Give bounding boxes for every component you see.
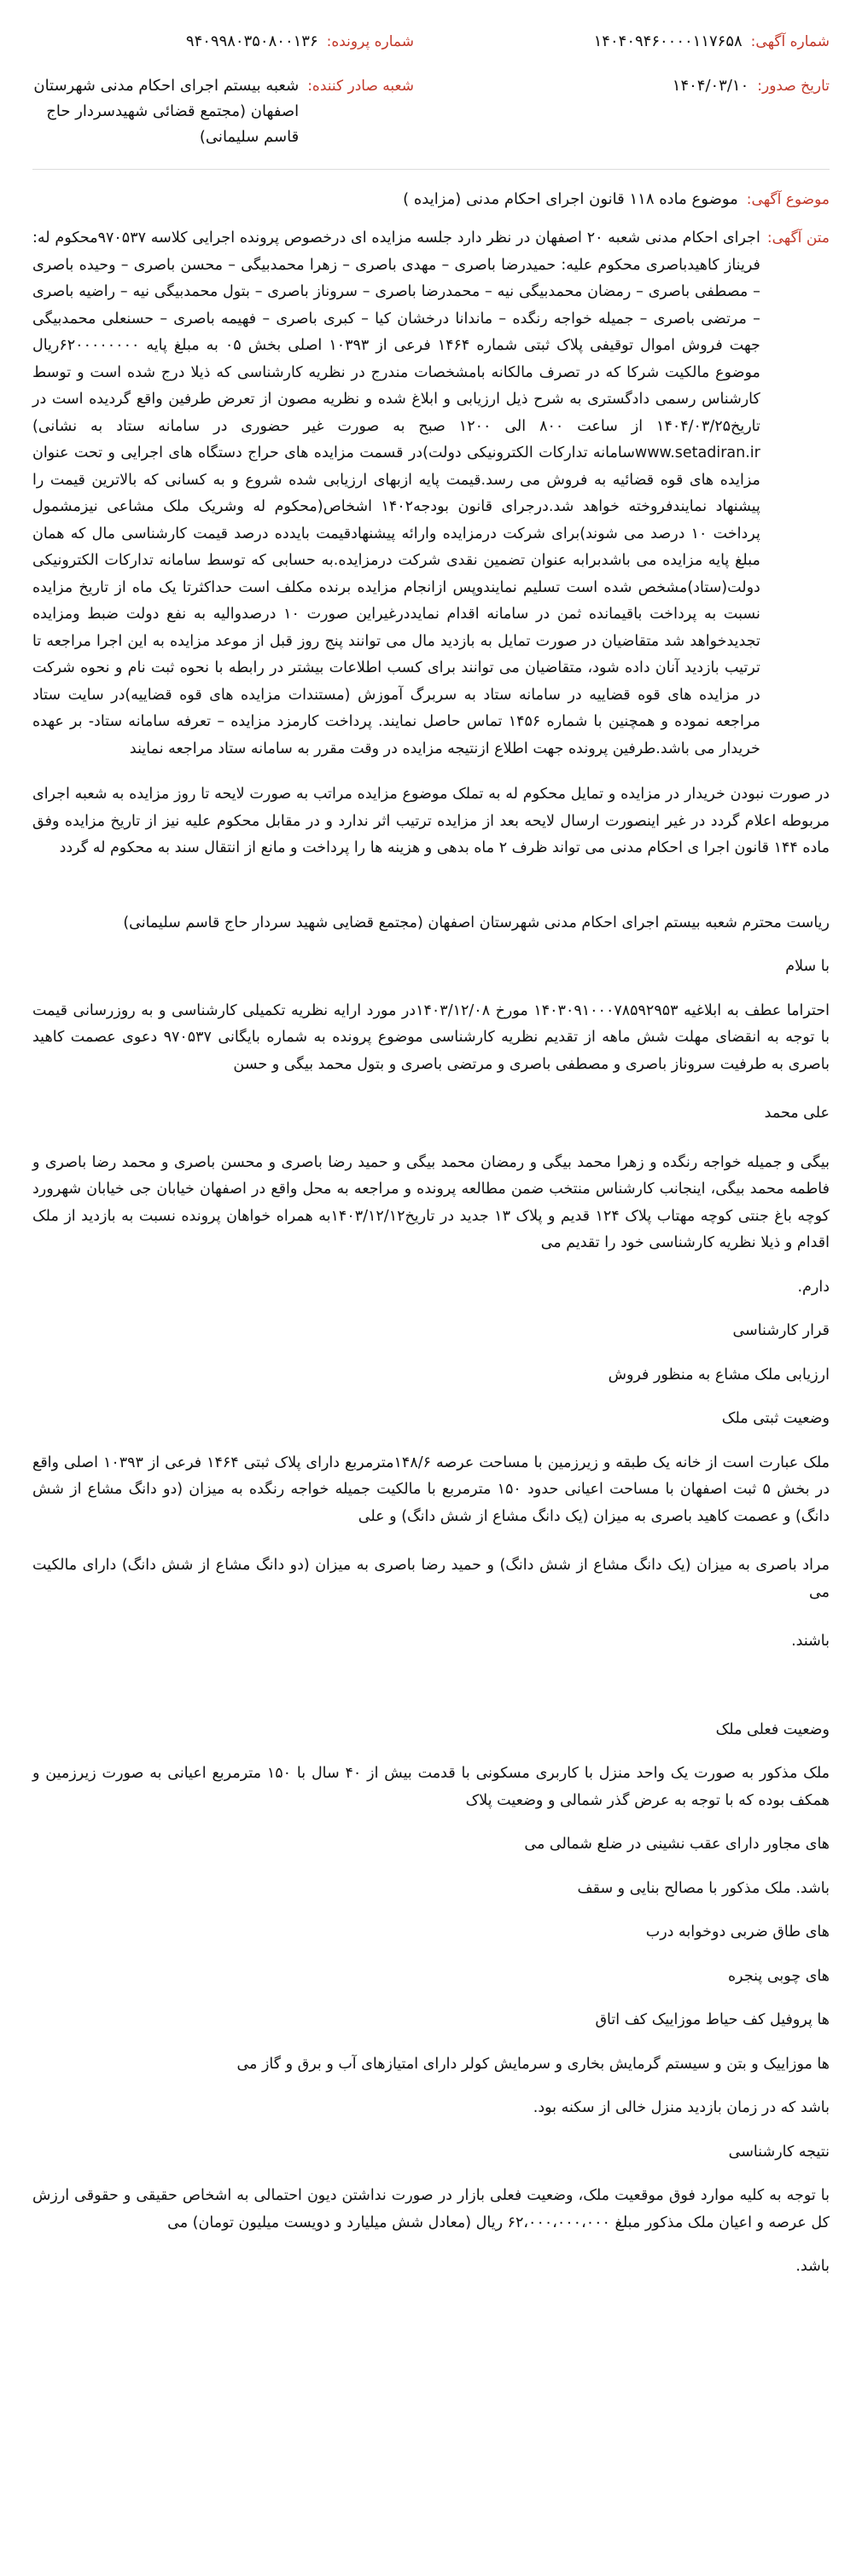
auction-paragraph: اجرای احکام مدنی شعبه ۲۰ اصفهان در نظر دارد جلسه مزایده ای درخصوص پرونده اجرایی کلاسه ۹۷۰۵۳۷محکوم له: فریناز کاهیدباصری محکوم علیه: حمیدرضا باصری – مهدی باصری – زهرا محمدبیگی – محسن باصری – وحیده باصری – مصطفی باصری – رمضان محمدبیگی نیه – محمدرضا باصری – سروناز باصری – بتول محمدبیگی نیه – راضیه باصری – مرتضی باصری – جمیله خواجه رنگده – ماندانا درخشان کیا – کبری باصری – فهیمه باصری – حسنعلی محمدبیگی جهت فروش اموال توقیفی پلاک ثبتی شماره ۱۴۶۴ فرعی از ۱۰۳۹۳ اصلی بخش ۰۵ به مبلغ پایه ۶۲۰۰۰۰۰۰۰۰ریال موضوع مالکیت شرکا که در تصرف مالکانه بامشخصات مندرج در نظریه کارشناسی که ذیلا درج شده است و توسط کارشناس رسمی دادگستری به شرح ذیل ارزیابی و ابلاغ شده و نظریه مصون از تعرض طرفین واقع گردیده است در تاریخ۱۴۰۴/۰۳/۲۵ از ساعت ۸۰۰ الی ۱۲۰۰ صبح به صورت غیر حضوری در سامانه ستاد به نشانی) www.setadiran.irسامانه تدارکات الکترونیکی دولت)در قسمت مزایده های حراج دستگاه های اجرایی و تحت عنوان مزایده های قوه قضائیه به فروش می رسد.قیمت پایه ازبهای ارزیابی شده شروع و به کسانی که بالاترین قیمت را پیشنهاد نمایندفروخته خواهد شد.درجرای قانون بودجه۱۴۰۲ اشخاص(محکوم له وشریک ملک مشاعی نیزمشمول پرداخت ۱۰ درصد می شوند)برای شرکت درمزایده وارائه پیشنهادقیمت بایدده درصد قیمت کارشناسی مال که همان مبلغ پایه مزایده می باشدبرابه عنوان تضمین نقدی شرکت درمزایده.به حسابی که توسط سامانه تدارکات الکترونیکی دولت(ستاد)مشخص شده است تسلیم نمایندوپس ازانجام مزایده برنده مکلف است حداکثرتا یک ماه از تاریخ مزایده نسبت به پرداخت باقیمانده ثمن در سامانه اقدام نمایددرغیراین صورت ۱۰ درصدوالیه به نفع دولت ضبط ومزایده تجدیدخواهد شد متقاضیان در صورت تمایل به بازدید مال می توانند پنج روز قبل از موعد مزایده به این اجرا مراجعه تا ترتیب بازدید آنان داده شود، متقاضیان می توانند برای کسب اطلاعات بیشتر در رابطه با نحوه ثبت نام و نحوه شرکت در مزایده های قوه قضاییه در سامانه ستاد به سربرگ آموزش (مستندات مزایده های قوه قضاییه)در سایت ستاد مراجعه نموده و همچنین با شماره ۱۴۵۶ تماس حاصل نمایند. پرداخت کارمزد مزایده – تعرفه سامانه ستاد- بر عهده خریدار می باشد.طرفین پرونده جهت اطلاع ازنتیجه مزایده در وقت مقرر به سامانه ستاد مراجعه نمایند — [32, 229, 760, 757]
ad-body — [32, 225, 830, 763]
letter-greeting: با سلام — [785, 958, 830, 975]
assessment-line: ارزیابی ملک مشاع به منظور فروش — [608, 1366, 830, 1384]
header-divider — [32, 169, 830, 170]
current-status-text: ملک مذکور به صورت یک واحد منزل با کاربری مسکونی با قدمت بیش از ۴۰ سال با ۱۵۰ مترمربع اعیانی به صورت زیرزمین و همکف بوده که با توجه به عرض گذر شمالی و وضعیت پلاک — [32, 1765, 830, 1809]
letter-parties: بیگی و جمیله خواجه رنگده و زهرا محمد بیگی و رمضان محمد بیگی و حمید رضا باصری و محسن باصری و محمد رضا باصری و فاطمه محمد بیگی، اینجانب کارشناس منتخب ضمن مطالعه پرونده و مراجعه به محل واقع در اصفهان خیابان جی خیابان شهرورد کوچه باغ جنتی کوچه مهتاب پلاک ۱۲۴ قدیم و پلاک ۱۳ جدید در تاریخ۱۴۰۳/۱۲/۱۲به همراه خواهان پرونده نسبت به بازدید از ملک اقدام و ذیلا نظریه کارشناسی خود را تقدیم می — [32, 1153, 830, 1251]
result-title: نتیجه کارشناسی — [728, 2143, 830, 2161]
letter-parties-cont: دارم. — [797, 1278, 830, 1296]
ad-header — [32, 29, 830, 150]
issue-date: ۱۴۰۴/۰۳/۱۰ — [672, 77, 749, 95]
report-title: قرار کارشناسی — [732, 1322, 830, 1339]
current-status-line-6: ها پروفیل کف حیاط موزاییک کف اتاق — [595, 2011, 830, 2028]
auction-paragraph-2: در صورت نبودن خریدار در مزایده و تمایل محکوم له به تملک موضوع مزایده مراتب به صورت لایحه تا روز مزایده به شعبه اجرای مربوطه اعلام گردد در غیر اینصورت ارسال لایحه بعد از مزایده ترتیب اثر ندارد و در مقابل محکوم علیه نیز از تاریخ مزایده وفق ماده ۱۴۴ قانون اجرا ی احکام مدنی می تواند ظرف ۲ ماه بدهی و هزینه ها را پرداخت و مانع از انتقال سند به محکوم له گردد — [32, 786, 830, 856]
result-end: باشد. — [795, 2258, 830, 2275]
body-label: متن آگهی: — [766, 229, 830, 247]
case-number-label: شماره پرونده: — [326, 33, 414, 50]
ad-number-label: شماره آگهی: — [750, 33, 830, 50]
current-status-line-5: های چوبی پنجره — [728, 1967, 830, 1985]
case-number: ۹۴۰۹۹۸۰۳۵۰۸۰۰۱۳۶ — [185, 32, 318, 50]
registry-text-3: باشند. — [791, 1633, 830, 1650]
current-status-line-4: های طاق ضربی دوخوابه درب — [645, 1923, 830, 1941]
current-status-line-3: باشد. ملک مذکور با مصالح بنایی و سقف — [577, 1879, 830, 1897]
current-status-line-7: ها موزاییک و بتن و سیستم گرمایش بخاری و سرمایش کولر دارای امتیازهای آب و برق و گاز می — [236, 2055, 830, 2073]
current-status-line-8: باشد که در زمان بازدید منزل خالی از سکنه بود. — [533, 2099, 830, 2116]
current-status-line-2: های مجاور دارای عقب نشینی در ضلع شمالی می — [524, 1836, 830, 1853]
letter-addressee: ریاست محترم شعبه بیستم اجرای احکام مدنی شهرستان اصفهان (مجتمع قضایی شهید سردار حاج قاسم سلیمانی) — [123, 914, 830, 931]
registry-title: وضعیت ثبتی ملک — [721, 1410, 830, 1427]
letter-intro: احتراما عطف به ابلاغیه ۱۴۰۳۰۹۱۰۰۰۷۸۵۹۲۹۵۳ مورخ ۱۴۰۳/۱۲/۰۸در مورد ارایه نظریه تکمیلی کارشناسی و به روزرسانی قیمت با توجه به انقضای مهلت شش ماهه از تقدیم نظریه کارشناسی موضوع پرونده به شماره بایگانی ۹۷۰۵۳۷ دعوی عصمت کاهید باصری به طرفیت سروناز باصری و مصطفی باصری و مرتضی باصری و بتول محمد بیگی و حسن — [32, 1001, 830, 1073]
letter-intro-cont: علی محمد — [764, 1105, 830, 1122]
issuing-branch-label: شعبه صادر کننده: — [307, 78, 414, 95]
ad-number: ۱۴۰۴۰۹۴۶۰۰۰۰۱۱۷۶۵۸ — [593, 32, 743, 50]
registry-text: ملک عبارت است از خانه یک طبقه و زیرزمین با مساحت عرصه ۱۴۸/۶مترمربع دارای پلاک ثبتی ۱۴۶۴ فرعی از ۱۰۳۹۳ اصلی واقع در بخش ۵ ثبت اصفهان با مساحت اعیانی حدود ۱۵۰ مترمربع با مالکیت جمیله خواجه رنگده به میزان (دو دانگ مشاع از شش دانگ) و عصمت کاهید باصری به میزان (یک دانگ مشاع از شش دانگ) و علی — [32, 1453, 830, 1525]
topic-row — [32, 190, 830, 208]
issue-date-row — [448, 73, 830, 150]
body-content — [32, 225, 760, 763]
topic-label: موضوع آگهی: — [746, 191, 830, 208]
topic-value: موضوع ماده ۱۱۸ قانون اجرای احکام مدنی (مزایده ) — [403, 190, 738, 208]
result-text: با توجه به کلیه موارد فوق موقعیت ملک، وضعیت فعلی بازار در صورت نداشتن دیون احتمالی به اشخاص حقیقی و حقوقی ارزش کل عرصه و اعیان ملک مذکور مبلغ ۶۲،۰۰۰،۰۰۰،۰۰۰ ریال (معادل شش میلیارد و دویست میلیون تومان) می — [32, 2187, 830, 2231]
current-status-title: وضعیت فعلی ملک — [715, 1720, 830, 1738]
issuing-branch: شعبه بیستم اجرای احکام مدنی شهرستان اصفهان (مجتمع قضائی شهیدسردار حاج قاسم سلیمانی) — [33, 77, 300, 146]
issue-date-label: تاریخ صدور: — [757, 78, 830, 95]
case-number-row — [32, 29, 414, 55]
issuing-branch-row — [32, 73, 414, 150]
expert-letter — [32, 910, 830, 2281]
registry-text-2: مراد باصری به میزان (یک دانگ مشاع از شش دانگ) و حمید رضا باصری به میزان (دو دانگ مشاع از شش دانگ) دارای مالکیت می — [32, 1557, 830, 1601]
ad-number-row — [448, 29, 830, 55]
